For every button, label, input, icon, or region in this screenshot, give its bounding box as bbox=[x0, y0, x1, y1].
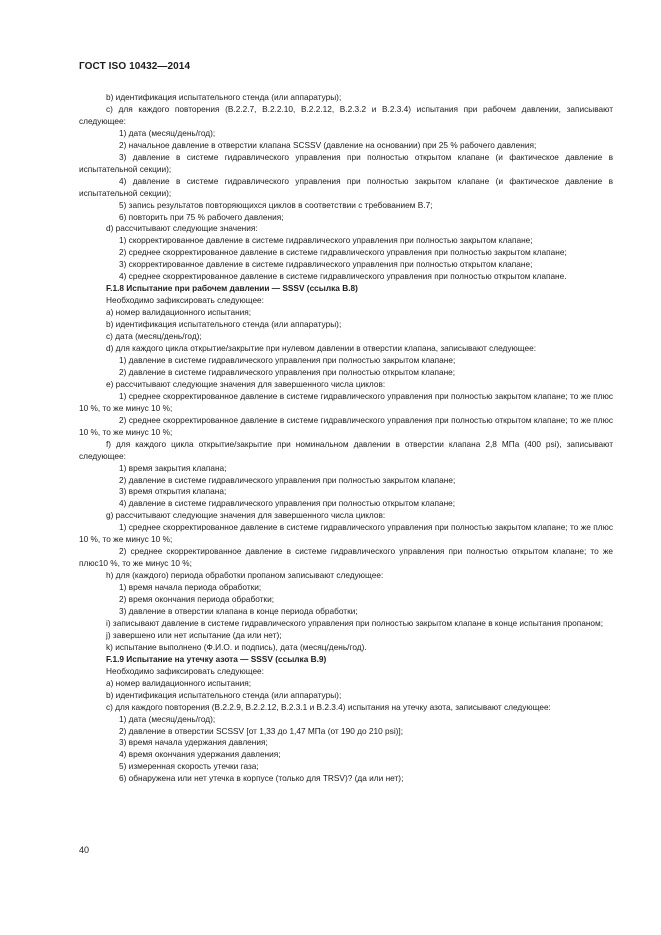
paragraph: b) идентификация испытательного стенда (или аппаратуры); bbox=[106, 689, 342, 700]
paragraph: с) дата (месяц/день/год); bbox=[106, 331, 202, 342]
paragraph: 4) давление в системе гидравлического управления при полностью закрытом клапане (и фактическое давление в испытательной секции); bbox=[79, 175, 613, 198]
paragraph: 2) время окончания периода обработки; bbox=[119, 594, 275, 605]
paragraph: с) для каждого повторения (B.2.2.9, B.2.2.12, B.2.3.1 и B.2.3.4) испытания на утечку азота, записывают следующее: bbox=[106, 701, 551, 712]
paragraph: 1) дата (месяц/день/год); bbox=[119, 127, 216, 138]
paragraph: j) завершено или нет испытание (да или нет); bbox=[106, 629, 282, 640]
paragraph: a) номер валидационного испытания; bbox=[106, 677, 252, 688]
paragraph: i) записывают давление в системе гидравлического управления при полностью закрытом клапане в конце испытания пропаном; bbox=[106, 617, 604, 628]
section-heading: F.1.8 Испытание при рабочем давлении — SSSV (ссылка B.8) bbox=[106, 283, 358, 294]
paragraph: g) рассчитывают следующие значения для завершенного числа циклов: bbox=[106, 510, 386, 521]
paragraph: 6) обнаружена или нет утечка в корпусе (только для TRSV)? (да или нет); bbox=[119, 773, 404, 784]
paragraph: h) для (каждого) периода обработки пропаном записывают следующее: bbox=[106, 570, 384, 581]
paragraph: 2) среднее скорректированное давление в системе гидравлического управления при полностью открытом клапане; то же плюс 10 %, то же минус 10 %; bbox=[79, 414, 613, 437]
paragraph: 3) время открытия клапана; bbox=[119, 486, 227, 497]
paragraph: 1) среднее скорректированное давление в системе гидравлического управления при полностью закрытом клапане; то же плюс 10 %, то же минус 10 %; bbox=[79, 522, 613, 545]
document-body bbox=[79, 92, 613, 785]
paragraph: 4) среднее скорректированное давление в системе гидравлического управления при полностью открытом клапане. bbox=[119, 271, 567, 282]
paragraph: Необходимо зафиксировать следующее: bbox=[106, 665, 264, 676]
paragraph: a) номер валидационного испытания; bbox=[106, 307, 252, 318]
paragraph: 1) среднее скорректированное давление в системе гидравлического управления при полностью закрытом клапане; то же плюс 10 %, то же минус 10 %; bbox=[79, 390, 613, 413]
paragraph: 4) время окончания удержания давления; bbox=[119, 749, 281, 760]
paragraph: b) идентификация испытательного стенда (или аппаратуры); bbox=[106, 319, 342, 330]
paragraph: d) рассчитывают следующие значения: bbox=[106, 223, 258, 234]
paragraph: 3) время начала удержания давления; bbox=[119, 737, 268, 748]
paragraph: 1) скорректированное давление в системе гидравлического управления при полностью закрытом клапане; bbox=[119, 235, 533, 246]
paragraph: 5) запись результатов повторяющихся циклов в соответствии с требованием B.7; bbox=[119, 199, 433, 210]
paragraph: Необходимо зафиксировать следующее: bbox=[106, 295, 264, 306]
paragraph: 6) повторить при 75 % рабочего давления; bbox=[119, 211, 284, 222]
paragraph: 1) время начала периода обработки; bbox=[119, 582, 262, 593]
paragraph: k) испытание выполнено (Ф.И.О. и подпись), дата (месяц/день/год). bbox=[106, 641, 367, 652]
page-number: 40 bbox=[79, 845, 90, 855]
paragraph: 4) давление в системе гидравлического управления при полностью открытом клапане; bbox=[119, 498, 456, 509]
paragraph: 3) давление в отверстии клапана в конце периода обработки; bbox=[119, 605, 358, 616]
paragraph: 3) давление в системе гидравлического управления при полностью открытом клапане (и фактическое давление в испытательной секции); bbox=[79, 151, 613, 174]
paragraph: 2) давление в системе гидравлического управления при полностью закрытом клапане; bbox=[119, 474, 456, 485]
paragraph: 1) давление в системе гидравлического управления при полностью закрытом клапане; bbox=[119, 354, 456, 365]
paragraph: 2) среднее скорректированное давление в системе гидравлического управления при полностью открытом клапане; то же плюс10 %, то же минус 10 %; bbox=[79, 546, 613, 569]
paragraph: 2) среднее скорректированное давление в системе гидравлического управления при полностью закрытом клапане; bbox=[119, 247, 567, 258]
paragraph: d) для каждого цикла открытие/закрытие при нулевом давлении в отверстии клапана, записывают следующее: bbox=[106, 343, 537, 354]
document-header: ГОСТ ISO 10432—2014 bbox=[79, 61, 191, 72]
paragraph: 1) дата (месяц/день/год); bbox=[119, 713, 216, 724]
paragraph: 2) давление в системе гидравлического управления при полностью открытом клапане; bbox=[119, 366, 456, 377]
paragraph: 1) время закрытия клапана; bbox=[119, 462, 227, 473]
paragraph: e) рассчитывают следующие значения для завершенного числа циклов: bbox=[106, 378, 386, 389]
section-heading: F.1.9 Испытание на утечку азота — SSSV (ссылка B.9) bbox=[106, 653, 327, 664]
paragraph: f) для каждого цикла открытие/закрытие при номинальном давлении в отверстии клапана 2,8 МПа (400 psi), записывают следующее: bbox=[79, 438, 613, 461]
paragraph: 2) давление в отверстии SCSSV [от 1,33 до 1,47 МПа (от 190 до 210 psi)]; bbox=[119, 725, 404, 736]
paragraph: b) идентификация испытательного стенда (или аппаратуры); bbox=[106, 92, 342, 102]
paragraph: 2) начальное давление в отверстии клапана SCSSV (давление на основании) при 25 % рабочего давления; bbox=[119, 139, 537, 150]
paragraph: 3) скорректированное давление в системе гидравлического управления при полностью открытом клапане; bbox=[119, 259, 533, 270]
paragraph: 5) измеренная скорость утечки газа; bbox=[119, 761, 259, 772]
paragraph: с) для каждого повторения (B.2.2.7, B.2.2.10, B.2.2.12, B.2.3.2 и B.2.3.4) испытания при рабочем давлении, записывают следующее: bbox=[79, 103, 613, 126]
